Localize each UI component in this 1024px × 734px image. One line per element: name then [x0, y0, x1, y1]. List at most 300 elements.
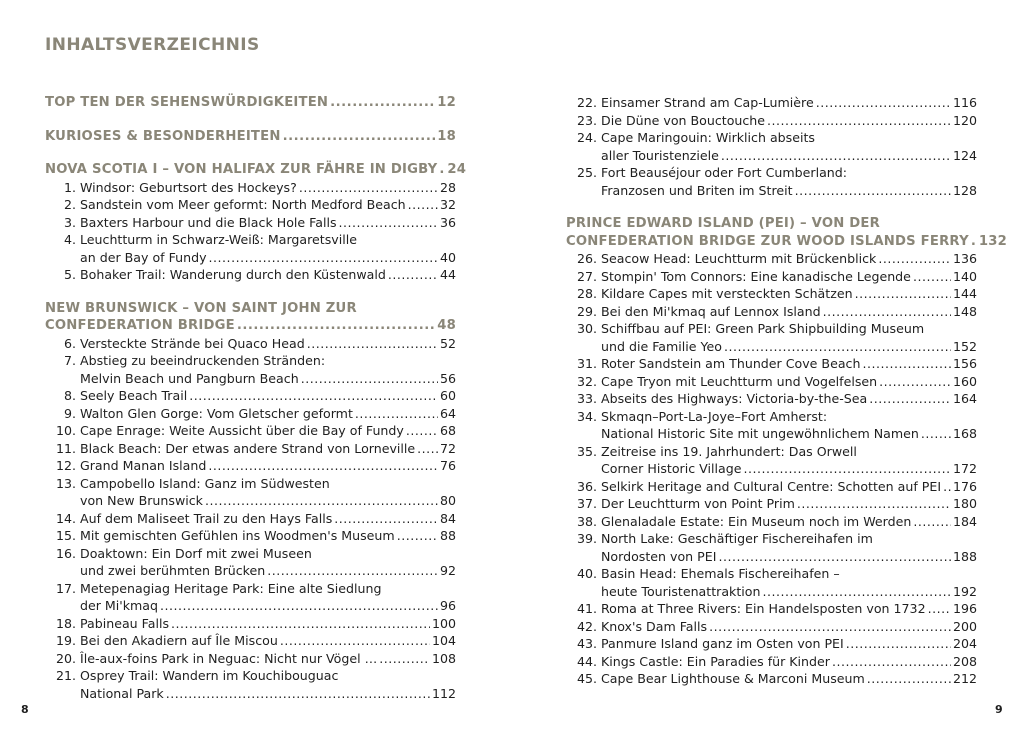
toc-line — [566, 129, 977, 147]
entry-title: Abstieg zu beeindruckenden Stränden: — [80, 353, 326, 368]
toc-line — [45, 685, 456, 703]
entry-number: 42. — [576, 618, 597, 634]
page-reference: 192 — [952, 583, 977, 599]
leader-dots — [913, 513, 951, 531]
toc-line — [566, 268, 977, 286]
leader-dots — [397, 527, 438, 545]
page-reference: 36 — [439, 214, 456, 230]
entry-number: 16. — [55, 545, 76, 561]
page-reference: 96 — [439, 598, 456, 613]
entry-number: 1. — [63, 179, 76, 195]
toc-entry — [566, 355, 977, 373]
page-reference: 204 — [952, 636, 977, 651]
page-reference: 148 — [952, 303, 977, 319]
entry-title: Pabineau Falls — [80, 615, 170, 631]
toc-line — [45, 317, 456, 335]
leader-dots — [878, 250, 951, 268]
entry-title: Melvin Beach und Pangburn Beach — [80, 370, 299, 386]
entry-title: Selkirk Heritage and Cultural Centre: Schotten auf PEI — [601, 478, 942, 494]
page-reference: 188 — [952, 548, 977, 564]
toc-line — [45, 632, 456, 650]
toc-entry — [566, 373, 977, 391]
toc-entry — [45, 387, 456, 405]
toc-line — [566, 215, 977, 233]
leader-dots — [743, 460, 951, 478]
entry-title: Cape Bear Lighthouse & Marconi Museum — [601, 671, 865, 686]
leader-dots — [208, 457, 438, 475]
entry-number: 8. — [63, 388, 76, 403]
entry-title: Metepenagiag Heritage Park: Eine alte Siedlung — [80, 580, 382, 596]
toc-line — [566, 390, 977, 408]
entry-title: Franzosen und Briten im Streit — [601, 182, 793, 198]
entry-number: 34. — [576, 408, 597, 424]
entry-number: 33. — [576, 391, 597, 406]
toc-column-left — [45, 94, 467, 702]
page-reference: 144 — [952, 286, 977, 301]
page-reference: 88 — [439, 528, 456, 543]
entry-number: 45. — [576, 671, 597, 686]
entry-number: 5. — [63, 267, 76, 282]
entry-title: Grand Manan Island — [80, 458, 207, 473]
section-title: CONFEDERATION BRIDGE — [45, 318, 235, 333]
toc-line — [45, 179, 456, 197]
toc-line — [566, 112, 977, 130]
leader-dots — [928, 600, 951, 618]
toc-entry — [45, 545, 456, 580]
toc-line — [566, 478, 977, 496]
leader-dots — [724, 338, 951, 356]
toc-entry — [45, 352, 456, 387]
entry-title: Baxters Harbour und die Black Hole Falls — [80, 214, 337, 230]
toc-entry — [566, 320, 977, 355]
leader-dots — [307, 335, 438, 353]
entry-number: 14. — [55, 510, 76, 526]
entry-number: 19. — [55, 633, 76, 648]
entry-number: 28. — [576, 286, 597, 301]
entry-number: 31. — [576, 356, 597, 371]
leader-dots — [171, 615, 430, 633]
toc-entry — [566, 513, 977, 531]
leader-dots — [408, 196, 438, 214]
leader-dots — [867, 670, 951, 688]
toc-line — [566, 164, 977, 182]
page-reference: 80 — [439, 493, 456, 508]
entry-number: 32. — [576, 373, 597, 389]
toc-line — [45, 510, 456, 528]
page-reference: 200 — [952, 618, 977, 634]
toc-line — [45, 161, 467, 179]
toc-line — [566, 548, 977, 566]
toc-entry — [566, 443, 977, 478]
toc-entry — [45, 632, 456, 650]
leader-dots — [439, 161, 445, 179]
toc-entry — [45, 475, 456, 510]
toc-entry — [566, 530, 977, 565]
toc-line — [45, 387, 456, 405]
toc-entry — [45, 405, 456, 423]
entry-title: Panmure Island ganz im Osten von PEI — [601, 636, 844, 651]
entry-title: aller Touristenziele — [601, 147, 719, 163]
toc-line — [566, 513, 977, 531]
entry-title: Kings Castle: Ein Paradies für Kinder — [601, 653, 830, 669]
entry-number: 2. — [63, 197, 76, 212]
page-reference: 124 — [952, 147, 977, 163]
leader-dots — [280, 632, 430, 650]
toc-entry — [566, 653, 977, 671]
page-reference: 152 — [952, 338, 977, 354]
toc-line — [45, 667, 456, 685]
entry-number: 15. — [55, 528, 76, 543]
toc-line — [566, 600, 977, 618]
page-reference: 100 — [431, 615, 456, 631]
leader-dots — [971, 233, 977, 251]
leader-dots — [209, 249, 438, 267]
leader-dots — [823, 303, 951, 321]
entry-number: 43. — [576, 636, 597, 651]
section-title: CONFEDERATION BRIDGE ZUR WOOD ISLANDS FERRY — [566, 233, 969, 249]
toc-entry — [45, 667, 456, 702]
entry-title: heute Touristenattraktion — [601, 583, 761, 599]
leader-dots — [797, 495, 951, 513]
toc-line — [45, 128, 456, 146]
toc-title: INHALTSVERZEICHNIS — [45, 35, 260, 55]
toc-line — [45, 196, 456, 214]
section-title: NOVA SCOTIA I – VON HALIFAX ZUR FÄHRE IN DIGBY — [45, 162, 438, 177]
entry-title: Leuchtturm in Schwarz-Weiß: Margaretsville — [80, 232, 357, 247]
toc-entry — [566, 600, 977, 618]
toc-line — [566, 565, 977, 583]
page-reference: 76 — [439, 458, 456, 473]
entry-number: 18. — [55, 615, 76, 631]
toc-entry — [566, 618, 977, 636]
toc-entry — [566, 303, 977, 321]
entry-number: 23. — [576, 112, 597, 128]
leader-dots — [709, 618, 951, 636]
entry-number: 35. — [576, 443, 597, 459]
toc-line — [566, 250, 977, 268]
page-reference: 136 — [952, 251, 977, 266]
entry-title: Basin Head: Ehemals Fischereihafen – — [601, 566, 840, 581]
leader-dots — [855, 285, 951, 303]
leader-dots — [921, 425, 951, 443]
entry-number: 17. — [55, 580, 76, 596]
entry-title: Die Düne von Bouctouche — [601, 112, 766, 128]
entry-title: Skmaqn–Port-La-Joye–Fort Amherst: — [601, 408, 828, 424]
toc-line — [45, 94, 456, 112]
toc-entry — [45, 510, 456, 528]
entry-title: Mit gemischten Gefühlen ins Woodmen's Museum — [80, 528, 395, 543]
entry-title: Corner Historic Village — [601, 461, 742, 476]
toc-line — [45, 266, 456, 284]
entry-number: 39. — [576, 531, 597, 546]
entry-title: Doaktown: Ein Dorf mit zwei Museen — [80, 545, 312, 561]
entry-number: 7. — [63, 353, 76, 368]
leader-dots — [718, 548, 951, 566]
leader-dots — [339, 214, 438, 232]
toc-line — [45, 492, 456, 510]
toc-line — [566, 670, 977, 688]
toc-entry — [566, 285, 977, 303]
page-reference: 108 — [431, 650, 456, 666]
entry-number: 44. — [576, 653, 597, 669]
entry-title: Windsor: Geburtsort des Hockeys? — [80, 179, 297, 195]
entry-number: 21. — [55, 668, 76, 683]
toc-section — [45, 128, 456, 146]
page-reference: 68 — [439, 423, 456, 438]
toc-line — [45, 527, 456, 545]
toc-line — [566, 233, 1007, 251]
toc-entry — [45, 457, 456, 475]
leader-dots — [862, 355, 951, 373]
entry-number: 25. — [576, 165, 597, 180]
leader-dots — [943, 478, 951, 496]
leader-dots — [762, 583, 951, 601]
entry-title: Abseits des Highways: Victoria-by-the-Sea — [601, 391, 868, 406]
entry-title: Osprey Trail: Wandern im Kouchibouguac — [80, 668, 339, 683]
entry-number: 10. — [55, 423, 76, 438]
toc-section — [45, 94, 456, 112]
page-reference: 156 — [952, 356, 977, 371]
toc-entry — [566, 408, 977, 443]
leader-dots — [189, 387, 438, 405]
toc-line — [45, 335, 456, 353]
page-reference: 28 — [439, 179, 456, 195]
entry-number: 36. — [576, 478, 597, 494]
toc-line — [566, 373, 977, 391]
entry-title: und zwei berühmten Brücken — [80, 563, 266, 578]
toc-line — [45, 457, 456, 475]
toc-line — [45, 231, 456, 249]
page-reference: 92 — [439, 563, 456, 578]
leader-dots — [406, 422, 438, 440]
page-reference: 212 — [952, 671, 977, 686]
entry-title: Kildare Capes mit versteckten Schätzen — [601, 286, 853, 301]
entry-title: der Mi'kmaq — [80, 598, 159, 613]
toc-line — [566, 355, 977, 373]
entry-number: 40. — [576, 566, 597, 581]
page-reference: 180 — [952, 496, 977, 511]
toc-line — [566, 147, 977, 165]
page-reference: 72 — [439, 440, 456, 456]
entry-title: Knox's Dam Falls — [601, 618, 708, 634]
page-reference: 112 — [431, 685, 456, 701]
toc-line — [566, 653, 977, 671]
entry-title: Seely Beach Trail — [80, 388, 188, 403]
entry-title: und die Familie Yeo — [601, 338, 722, 354]
toc-line — [566, 338, 977, 356]
entry-title: Nordosten von PEI — [601, 548, 717, 564]
entry-title: Auf dem Maliseet Trail zu den Hays Falls — [80, 510, 333, 526]
page-reference: 48 — [437, 318, 456, 333]
toc-line — [566, 320, 977, 338]
page-reference: 160 — [952, 373, 977, 389]
toc-entry — [566, 495, 977, 513]
toc-line — [45, 580, 456, 598]
toc-line — [566, 443, 977, 461]
page-reference: 104 — [431, 633, 456, 648]
toc-entry — [566, 164, 977, 199]
page-reference: 60 — [439, 388, 456, 403]
page-reference: 140 — [952, 268, 977, 284]
toc-line — [45, 650, 456, 668]
leader-dots — [379, 650, 430, 668]
entry-number: 12. — [55, 458, 76, 473]
page-reference: 84 — [439, 510, 456, 526]
entry-title: North Lake: Geschäftiger Fischereihafen im — [601, 531, 873, 546]
entry-number: 20. — [55, 650, 76, 666]
toc-entry — [45, 196, 456, 214]
entry-title: Der Leuchtturm von Point Prim — [601, 496, 795, 511]
leader-dots — [913, 268, 951, 286]
entry-title: National Park — [80, 685, 164, 701]
toc-entry — [566, 94, 977, 112]
entry-title: Cape Maringouin: Wirklich abseits — [601, 130, 815, 145]
entry-title: Seacow Head: Leuchtturm mit Brückenblick — [601, 251, 877, 266]
toc-line — [566, 635, 977, 653]
entry-title: Campobello Island: Ganz im Südwesten — [80, 475, 330, 491]
toc-entry — [45, 266, 456, 284]
section-title: NEW BRUNSWICK – VON SAINT JOHN ZUR — [45, 300, 357, 316]
page-reference: 12 — [437, 95, 456, 110]
toc-section — [566, 215, 1007, 250]
page-number-left: 8 — [21, 703, 29, 716]
section-title: KURIOSES & BESONDERHEITEN — [45, 128, 281, 144]
entry-title: Black Beach: Der etwas andere Strand von Lorneville — [80, 440, 416, 456]
toc-entry — [566, 250, 977, 268]
entry-number: 30. — [576, 321, 597, 336]
entry-title: Bohaker Trail: Wanderung durch den Küstenwald — [80, 267, 386, 282]
entry-title: Roter Sandstein am Thunder Cove Beach — [601, 356, 861, 371]
page-reference: 176 — [952, 478, 977, 494]
page-reference: 56 — [439, 370, 456, 386]
page-reference: 40 — [439, 249, 456, 265]
leader-dots — [767, 112, 951, 130]
entry-number: 22. — [576, 95, 597, 110]
entry-title: Roma at Three Rivers: Ein Handelsposten von 1732 — [601, 601, 926, 616]
entry-number: 27. — [576, 268, 597, 284]
entry-number: 11. — [55, 440, 76, 456]
page-reference: 64 — [439, 405, 456, 421]
page-reference: 184 — [952, 513, 977, 529]
entry-title: National Historic Site mit ungewöhnlichem Namen — [601, 426, 919, 441]
section-title: TOP TEN DER SEHENSWÜRDIGKEITEN — [45, 95, 329, 110]
entry-title: Stompin' Tom Connors: Eine kanadische Legende — [601, 268, 911, 284]
page-reference: 116 — [952, 95, 977, 110]
toc-section — [45, 161, 467, 179]
toc-entry — [45, 615, 456, 633]
leader-dots — [267, 562, 438, 580]
entry-title: Zeitreise ins 19. Jahrhundert: Das Orwell — [601, 443, 857, 459]
toc-entry — [45, 422, 456, 440]
toc-line — [566, 285, 977, 303]
toc-line — [566, 94, 977, 112]
leader-dots — [283, 128, 436, 146]
toc-line — [45, 422, 456, 440]
leader-dots — [832, 653, 951, 671]
toc-line — [45, 249, 456, 267]
page-reference: 52 — [439, 335, 456, 351]
toc-line — [566, 408, 977, 426]
leader-dots — [417, 440, 438, 458]
leader-dots — [355, 405, 438, 423]
toc-line — [45, 440, 456, 458]
toc-section — [45, 300, 456, 335]
page-reference: 196 — [952, 601, 977, 616]
leader-dots — [846, 635, 951, 653]
entry-number: 3. — [63, 214, 76, 230]
entry-number: 9. — [63, 405, 76, 421]
toc-line — [45, 405, 456, 423]
entry-title: Cape Enrage: Weite Aussicht über die Bay of Fundy — [80, 423, 404, 438]
entry-title: Île-aux-foins Park in Neguac: Nicht nur Vögel … — [80, 650, 378, 666]
toc-column-right — [566, 94, 1007, 688]
leader-dots — [721, 147, 951, 165]
leader-dots — [301, 370, 438, 388]
page-number-right: 9 — [995, 703, 1003, 716]
entry-title: Bei den Akadiern auf Île Miscou — [80, 633, 278, 648]
toc-line — [566, 583, 977, 601]
page-reference: 208 — [952, 653, 977, 669]
leader-dots — [166, 685, 430, 703]
entry-number: 13. — [55, 475, 76, 491]
entry-title: Fort Beauséjour oder Fort Cumberland: — [601, 165, 848, 180]
entry-title: von New Brunswick — [80, 493, 203, 508]
entry-number: 24. — [576, 130, 597, 145]
toc-line — [45, 615, 456, 633]
leader-dots — [795, 182, 951, 200]
entry-number: 37. — [576, 496, 597, 511]
entry-number: 41. — [576, 601, 597, 616]
toc-entry — [45, 214, 456, 232]
toc-entry — [566, 390, 977, 408]
entry-title: Bei den Mi'kmaq auf Lennox Island — [601, 303, 821, 319]
toc-entry — [566, 112, 977, 130]
toc-line — [566, 460, 977, 478]
toc-entry — [566, 565, 977, 600]
toc-entry — [566, 268, 977, 286]
entry-number: 4. — [63, 232, 76, 247]
entry-title: Glenaladale Estate: Ein Museum noch im Werden — [601, 513, 912, 529]
entry-number: 26. — [576, 251, 597, 266]
page-reference: 120 — [952, 112, 977, 128]
page-reference: 132 — [978, 233, 1007, 249]
toc-line — [45, 475, 456, 493]
toc-line — [566, 425, 977, 443]
page-reference: 44 — [439, 267, 456, 282]
toc-line — [45, 300, 456, 318]
page-reference: 168 — [952, 426, 977, 441]
toc-entry — [45, 335, 456, 353]
toc-line — [45, 352, 456, 370]
entry-title: Einsamer Strand am Cap-Lumière — [601, 95, 814, 110]
toc-line — [566, 303, 977, 321]
entry-title: Versteckte Strände bei Quaco Head — [80, 335, 305, 351]
toc-entry — [566, 635, 977, 653]
entry-title: Schiffbau auf PEI: Green Park Shipbuilding Museum — [601, 321, 925, 336]
toc-entry — [45, 440, 456, 458]
toc-line — [566, 182, 977, 200]
toc-entry — [45, 580, 456, 615]
leader-dots — [160, 597, 438, 615]
entry-title: Cape Tryon mit Leuchtturm und Vogelfelsen — [601, 373, 878, 389]
toc-line — [45, 597, 456, 615]
page-reference: 172 — [952, 461, 977, 476]
toc-line — [566, 530, 977, 548]
entry-number: 6. — [63, 335, 76, 351]
page-reference: 164 — [952, 391, 977, 406]
leader-dots — [205, 492, 438, 510]
leader-dots — [334, 510, 438, 528]
